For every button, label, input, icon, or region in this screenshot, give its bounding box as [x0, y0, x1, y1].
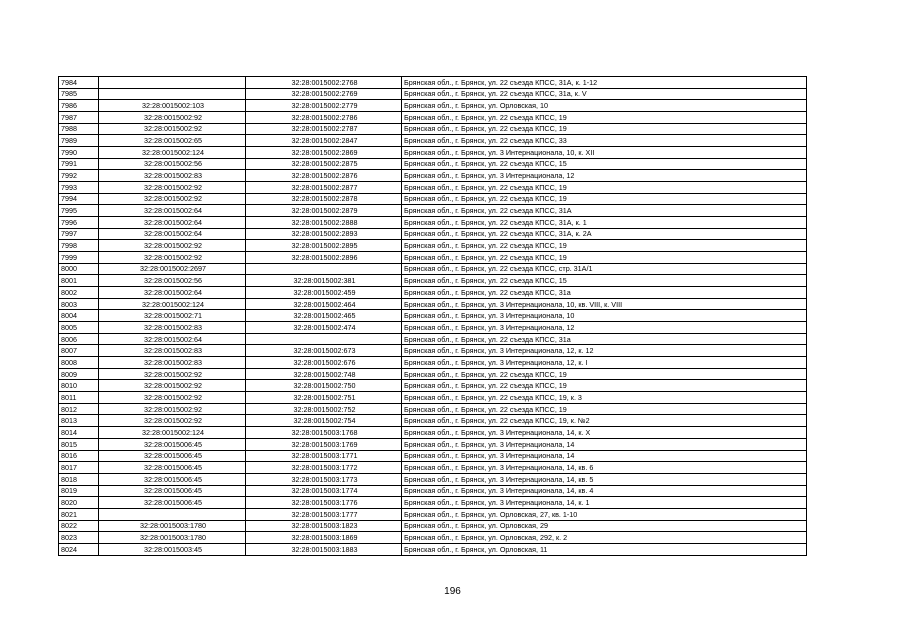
row-number-cell: 8018	[59, 473, 99, 485]
old-cadastral-number-cell: 32:28:0015006:45	[99, 485, 246, 497]
row-number-cell: 8005	[59, 322, 99, 334]
row-number-cell: 8022	[59, 520, 99, 532]
page-number: 196	[444, 586, 461, 597]
table-row	[59, 147, 807, 159]
address-cell: Брянская обл., г. Брянск, ул. 3 Интернационала, 10, кв. VIII, к. VIII	[402, 298, 807, 310]
new-cadastral-number-cell: 32:28:0015003:1774	[246, 485, 402, 497]
table-row	[59, 345, 807, 357]
row-number-cell: 7989	[59, 135, 99, 147]
row-number-cell: 7991	[59, 158, 99, 170]
row-number-cell: 8011	[59, 392, 99, 404]
old-cadastral-number-cell: 32:28:0015003:1780	[99, 520, 246, 532]
table-row	[59, 520, 807, 532]
address-cell: Брянская обл., г. Брянск, ул. 3 Интернационала, 12	[402, 322, 807, 334]
table-row	[59, 298, 807, 310]
table-row	[59, 193, 807, 205]
new-cadastral-number-cell: 32:28:0015002:381	[246, 275, 402, 287]
address-cell: Брянская обл., г. Брянск, ул. 22 съезда КПСС, 31а	[402, 287, 807, 299]
row-number-cell: 7993	[59, 182, 99, 194]
row-number-cell: 8001	[59, 275, 99, 287]
address-cell: Брянская обл., г. Брянск, ул. 22 съезда КПСС, 15	[402, 158, 807, 170]
old-cadastral-number-cell: 32:28:0015002:124	[99, 427, 246, 439]
address-cell: Брянская обл., г. Брянск, ул. Орловская, 10	[402, 100, 807, 112]
row-number-cell: 7985	[59, 88, 99, 100]
row-number-cell: 8016	[59, 450, 99, 462]
old-cadastral-number-cell: 32:28:0015002:124	[99, 298, 246, 310]
new-cadastral-number-cell: 32:28:0015002:754	[246, 415, 402, 427]
address-cell: Брянская обл., г. Брянск, ул. 3 Интернационала, 14	[402, 438, 807, 450]
new-cadastral-number-cell: 32:28:0015002:752	[246, 403, 402, 415]
row-number-cell: 8015	[59, 438, 99, 450]
table-row	[59, 252, 807, 264]
old-cadastral-number-cell	[99, 508, 246, 520]
address-cell: Брянская обл., г. Брянск, ул. Орловская, 11	[402, 543, 807, 555]
new-cadastral-number-cell: 32:28:0015002:2768	[246, 77, 402, 89]
new-cadastral-number-cell: 32:28:0015003:1776	[246, 497, 402, 509]
row-number-cell: 7988	[59, 123, 99, 135]
address-cell: Брянская обл., г. Брянск, ул. 22 съезда КПСС, 19	[402, 240, 807, 252]
address-cell: Брянская обл., г. Брянск, ул. 22 съезда КПСС, стр. 31А/1	[402, 263, 807, 275]
new-cadastral-number-cell: 32:28:0015002:676	[246, 357, 402, 369]
old-cadastral-number-cell: 32:28:0015002:92	[99, 252, 246, 264]
old-cadastral-number-cell: 32:28:0015002:92	[99, 415, 246, 427]
new-cadastral-number-cell: 32:28:0015003:1777	[246, 508, 402, 520]
table-row	[59, 380, 807, 392]
table-row	[59, 170, 807, 182]
old-cadastral-number-cell: 32:28:0015006:45	[99, 438, 246, 450]
table-row	[59, 462, 807, 474]
table-row	[59, 228, 807, 240]
row-number-cell: 8008	[59, 357, 99, 369]
new-cadastral-number-cell: 32:28:0015002:2786	[246, 112, 402, 124]
old-cadastral-number-cell: 32:28:0015003:45	[99, 543, 246, 555]
old-cadastral-number-cell: 32:28:0015002:92	[99, 368, 246, 380]
row-number-cell: 8012	[59, 403, 99, 415]
row-number-cell: 7990	[59, 147, 99, 159]
table-row	[59, 205, 807, 217]
old-cadastral-number-cell: 32:28:0015006:45	[99, 450, 246, 462]
new-cadastral-number-cell: 32:28:0015003:1823	[246, 520, 402, 532]
new-cadastral-number-cell: 32:28:0015002:464	[246, 298, 402, 310]
table-row	[59, 310, 807, 322]
row-number-cell: 8021	[59, 508, 99, 520]
old-cadastral-number-cell: 32:28:0015002:92	[99, 240, 246, 252]
row-number-cell: 7992	[59, 170, 99, 182]
row-number-cell: 7998	[59, 240, 99, 252]
table-row	[59, 427, 807, 439]
table-row	[59, 158, 807, 170]
address-cell: Брянская обл., г. Брянск, ул. 22 съезда КПСС, 19, к. 3	[402, 392, 807, 404]
address-cell: Брянская обл., г. Брянск, ул. 3 Интернационала, 12	[402, 170, 807, 182]
old-cadastral-number-cell	[99, 77, 246, 89]
new-cadastral-number-cell: 32:28:0015003:1883	[246, 543, 402, 555]
table-row	[59, 135, 807, 147]
address-cell: Брянская обл., г. Брянск, ул. 22 съезда КПСС, 19	[402, 112, 807, 124]
address-cell: Брянская обл., г. Брянск, ул. Орловская, 27, кв. 1-10	[402, 508, 807, 520]
new-cadastral-number-cell	[246, 263, 402, 275]
table-row	[59, 100, 807, 112]
address-cell: Брянская обл., г. Брянск, ул. 22 съезда КПСС, 19	[402, 182, 807, 194]
row-number-cell: 7999	[59, 252, 99, 264]
address-cell: Брянская обл., г. Брянск, ул. 3 Интернационала, 10, к. XII	[402, 147, 807, 159]
new-cadastral-number-cell: 32:28:0015002:2847	[246, 135, 402, 147]
old-cadastral-number-cell: 32:28:0015006:45	[99, 473, 246, 485]
row-number-cell: 8006	[59, 333, 99, 345]
table-row	[59, 287, 807, 299]
old-cadastral-number-cell: 32:28:0015002:56	[99, 158, 246, 170]
old-cadastral-number-cell: 32:28:0015002:83	[99, 322, 246, 334]
address-cell: Брянская обл., г. Брянск, ул. 22 съезда КПСС, 31А	[402, 205, 807, 217]
new-cadastral-number-cell: 32:28:0015002:2769	[246, 88, 402, 100]
new-cadastral-number-cell: 32:28:0015003:1771	[246, 450, 402, 462]
old-cadastral-number-cell: 32:28:0015002:56	[99, 275, 246, 287]
address-cell: Брянская обл., г. Брянск, ул. 22 съезда КПСС, 31А, к. 1	[402, 217, 807, 229]
address-cell: Брянская обл., г. Брянск, ул. 22 съезда КПСС, 19	[402, 193, 807, 205]
address-cell: Брянская обл., г. Брянск, ул. 22 съезда КПСС, 19	[402, 380, 807, 392]
row-number-cell: 8000	[59, 263, 99, 275]
old-cadastral-number-cell: 32:28:0015002:92	[99, 123, 246, 135]
table-row	[59, 392, 807, 404]
old-cadastral-number-cell: 32:28:0015002:103	[99, 100, 246, 112]
table-row	[59, 532, 807, 544]
address-cell: Брянская обл., г. Брянск, ул. 22 съезда КПСС, 19	[402, 368, 807, 380]
row-number-cell: 7987	[59, 112, 99, 124]
address-cell: Брянская обл., г. Брянск, ул. 3 Интернационала, 10	[402, 310, 807, 322]
address-cell: Брянская обл., г. Брянск, ул. 3 Интернационала, 12, к. 12	[402, 345, 807, 357]
old-cadastral-number-cell: 32:28:0015002:124	[99, 147, 246, 159]
address-cell: Брянская обл., г. Брянск, ул. 3 Интернационала, 14, кв. 4	[402, 485, 807, 497]
old-cadastral-number-cell: 32:28:0015006:45	[99, 462, 246, 474]
row-number-cell: 7986	[59, 100, 99, 112]
row-number-cell: 8002	[59, 287, 99, 299]
new-cadastral-number-cell: 32:28:0015002:2893	[246, 228, 402, 240]
table-row	[59, 322, 807, 334]
new-cadastral-number-cell: 32:28:0015002:2896	[246, 252, 402, 264]
address-cell: Брянская обл., г. Брянск, ул. 22 съезда КПСС, 19	[402, 123, 807, 135]
address-cell: Брянская обл., г. Брянск, ул. 3 Интернационала, 14, кв. 5	[402, 473, 807, 485]
table-row	[59, 438, 807, 450]
table-row	[59, 368, 807, 380]
address-cell: Брянская обл., г. Брянск, ул. Орловская, 292, к. 2	[402, 532, 807, 544]
new-cadastral-number-cell: 32:28:0015002:474	[246, 322, 402, 334]
table-row	[59, 275, 807, 287]
new-cadastral-number-cell: 32:28:0015002:2877	[246, 182, 402, 194]
old-cadastral-number-cell: 32:28:0015002:83	[99, 170, 246, 182]
row-number-cell: 8019	[59, 485, 99, 497]
new-cadastral-number-cell: 32:28:0015002:2888	[246, 217, 402, 229]
row-number-cell: 8017	[59, 462, 99, 474]
table-row	[59, 217, 807, 229]
new-cadastral-number-cell: 32:28:0015002:459	[246, 287, 402, 299]
old-cadastral-number-cell: 32:28:0015002:64	[99, 228, 246, 240]
table-row	[59, 357, 807, 369]
table-row	[59, 123, 807, 135]
new-cadastral-number-cell: 32:28:0015002:2787	[246, 123, 402, 135]
address-cell: Брянская обл., г. Брянск, ул. 22 съезда КПСС, 19	[402, 403, 807, 415]
new-cadastral-number-cell: 32:28:0015002:751	[246, 392, 402, 404]
table-row	[59, 112, 807, 124]
new-cadastral-number-cell: 32:28:0015003:1869	[246, 532, 402, 544]
table-row	[59, 473, 807, 485]
table-row	[59, 403, 807, 415]
table-row	[59, 508, 807, 520]
new-cadastral-number-cell: 32:28:0015002:2879	[246, 205, 402, 217]
address-cell: Брянская обл., г. Брянск, ул. 22 съезда КПСС, 15	[402, 275, 807, 287]
new-cadastral-number-cell: 32:28:0015002:2878	[246, 193, 402, 205]
old-cadastral-number-cell: 32:28:0015002:64	[99, 217, 246, 229]
old-cadastral-number-cell: 32:28:0015002:64	[99, 333, 246, 345]
row-number-cell: 8023	[59, 532, 99, 544]
address-cell: Брянская обл., г. Брянск, ул. Орловская, 29	[402, 520, 807, 532]
address-cell: Брянская обл., г. Брянск, ул. 3 Интернационала, 14, к. X	[402, 427, 807, 439]
table-row	[59, 543, 807, 555]
old-cadastral-number-cell: 32:28:0015002:83	[99, 357, 246, 369]
registry-table-body	[59, 77, 807, 556]
new-cadastral-number-cell: 32:28:0015002:750	[246, 380, 402, 392]
new-cadastral-number-cell: 32:28:0015002:2869	[246, 147, 402, 159]
old-cadastral-number-cell: 32:28:0015002:92	[99, 403, 246, 415]
table-row	[59, 77, 807, 89]
old-cadastral-number-cell: 32:28:0015002:71	[99, 310, 246, 322]
table-row	[59, 263, 807, 275]
old-cadastral-number-cell: 32:28:0015002:92	[99, 112, 246, 124]
address-cell: Брянская обл., г. Брянск, ул. 22 съезда КПСС, 19, к. №2	[402, 415, 807, 427]
row-number-cell: 8004	[59, 310, 99, 322]
row-number-cell: 7994	[59, 193, 99, 205]
old-cadastral-number-cell: 32:28:0015002:83	[99, 345, 246, 357]
address-cell: Брянская обл., г. Брянск, ул. 22 съезда КПСС, 19	[402, 252, 807, 264]
new-cadastral-number-cell: 32:28:0015003:1769	[246, 438, 402, 450]
address-cell: Брянская обл., г. Брянск, ул. 3 Интернационала, 14	[402, 450, 807, 462]
old-cadastral-number-cell: 32:28:0015002:64	[99, 205, 246, 217]
new-cadastral-number-cell: 32:28:0015002:465	[246, 310, 402, 322]
row-number-cell: 8024	[59, 543, 99, 555]
old-cadastral-number-cell: 32:28:0015002:64	[99, 287, 246, 299]
old-cadastral-number-cell: 32:28:0015002:2697	[99, 263, 246, 275]
row-number-cell: 7997	[59, 228, 99, 240]
new-cadastral-number-cell: 32:28:0015002:748	[246, 368, 402, 380]
row-number-cell: 7996	[59, 217, 99, 229]
table-row	[59, 415, 807, 427]
table-row	[59, 450, 807, 462]
address-cell: Брянская обл., г. Брянск, ул. 22 съезда КПСС, 31а, к. V	[402, 88, 807, 100]
old-cadastral-number-cell: 32:28:0015002:92	[99, 182, 246, 194]
old-cadastral-number-cell: 32:28:0015002:92	[99, 380, 246, 392]
table-row	[59, 182, 807, 194]
address-cell: Брянская обл., г. Брянск, ул. 22 съезда КПСС, 31А, к. 2А	[402, 228, 807, 240]
new-cadastral-number-cell: 32:28:0015002:2876	[246, 170, 402, 182]
address-cell: Брянская обл., г. Брянск, ул. 22 съезда КПСС, 31А, к. 1-12	[402, 77, 807, 89]
table-row	[59, 497, 807, 509]
address-cell: Брянская обл., г. Брянск, ул. 3 Интернационала, 12, к. I	[402, 357, 807, 369]
old-cadastral-number-cell: 32:28:0015002:65	[99, 135, 246, 147]
table-row	[59, 485, 807, 497]
new-cadastral-number-cell: 32:28:0015003:1773	[246, 473, 402, 485]
old-cadastral-number-cell: 32:28:0015002:92	[99, 193, 246, 205]
table-row	[59, 333, 807, 345]
old-cadastral-number-cell: 32:28:0015003:1780	[99, 532, 246, 544]
row-number-cell: 8013	[59, 415, 99, 427]
row-number-cell: 7995	[59, 205, 99, 217]
new-cadastral-number-cell: 32:28:0015002:2875	[246, 158, 402, 170]
row-number-cell: 8003	[59, 298, 99, 310]
new-cadastral-number-cell: 32:28:0015002:2895	[246, 240, 402, 252]
address-cell: Брянская обл., г. Брянск, ул. 22 съезда КПСС, 31а	[402, 333, 807, 345]
new-cadastral-number-cell	[246, 333, 402, 345]
old-cadastral-number-cell: 32:28:0015002:92	[99, 392, 246, 404]
row-number-cell: 7984	[59, 77, 99, 89]
table-row	[59, 88, 807, 100]
row-number-cell: 8010	[59, 380, 99, 392]
address-cell: Брянская обл., г. Брянск, ул. 22 съезда КПСС, 33	[402, 135, 807, 147]
row-number-cell: 8009	[59, 368, 99, 380]
new-cadastral-number-cell: 32:28:0015002:673	[246, 345, 402, 357]
table-row	[59, 240, 807, 252]
old-cadastral-number-cell: 32:28:0015006:45	[99, 497, 246, 509]
new-cadastral-number-cell: 32:28:0015002:2779	[246, 100, 402, 112]
row-number-cell: 8007	[59, 345, 99, 357]
new-cadastral-number-cell: 32:28:0015003:1772	[246, 462, 402, 474]
row-number-cell: 8014	[59, 427, 99, 439]
address-cell: Брянская обл., г. Брянск, ул. 3 Интернационала, 14, к. 1	[402, 497, 807, 509]
row-number-cell: 8020	[59, 497, 99, 509]
old-cadastral-number-cell	[99, 88, 246, 100]
address-cell: Брянская обл., г. Брянск, ул. 3 Интернационала, 14, кв. 6	[402, 462, 807, 474]
new-cadastral-number-cell: 32:28:0015003:1768	[246, 427, 402, 439]
registry-table	[58, 76, 807, 556]
